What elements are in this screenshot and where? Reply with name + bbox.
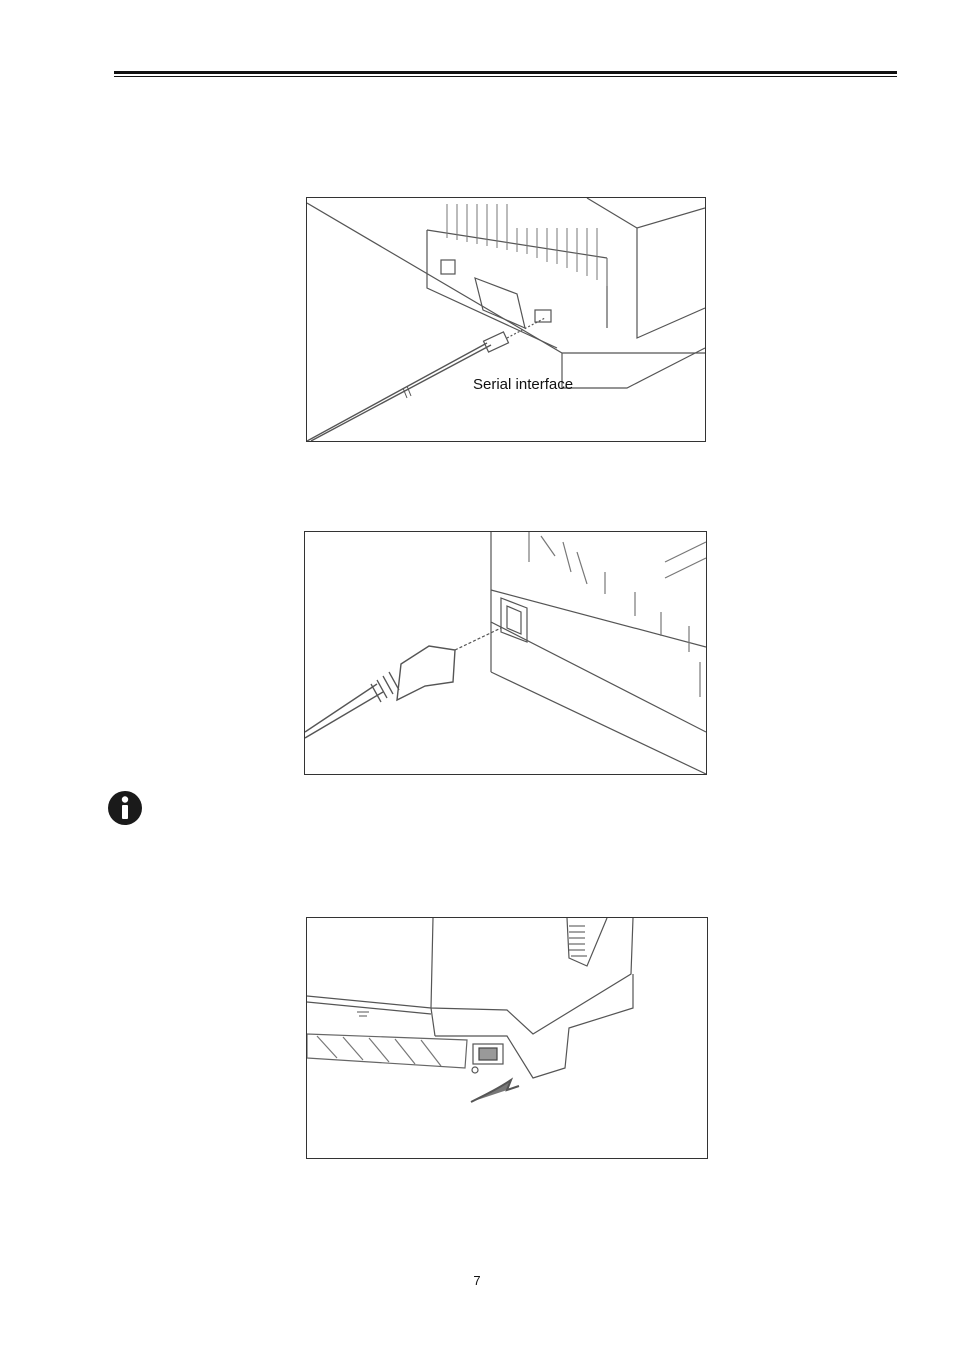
figure-power-cord bbox=[304, 531, 707, 775]
header-rule-thin bbox=[114, 76, 897, 77]
figure-power-switch bbox=[306, 917, 708, 1159]
serial-interface-illustration bbox=[307, 198, 705, 441]
power-cord-illustration bbox=[305, 532, 706, 774]
page-number: 7 bbox=[473, 1273, 481, 1288]
info-icon bbox=[107, 790, 143, 826]
header-rule bbox=[114, 71, 897, 74]
figure-serial-interface bbox=[306, 197, 706, 442]
serial-interface-label: Serial interface bbox=[473, 376, 574, 393]
power-switch-illustration bbox=[307, 918, 707, 1158]
